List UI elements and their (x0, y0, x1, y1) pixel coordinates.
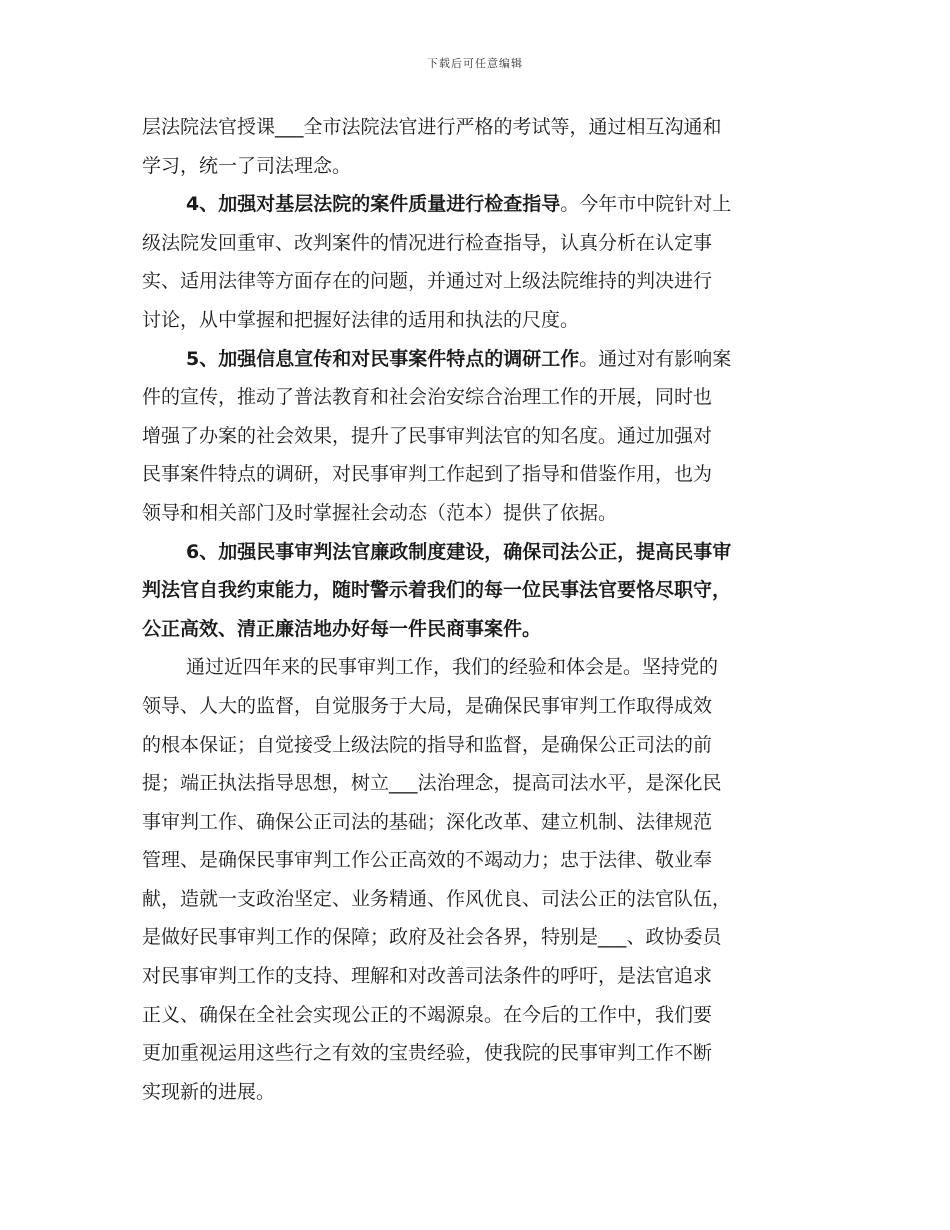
body-text: 增强了办案的社会效果，提升了民事审判法官的知名度。通过加强对 (142, 424, 713, 447)
text-line (142, 803, 810, 842)
bold-heading: 6、加强民事审判法官廉政制度建设，确保司法公正，提高民事审 (186, 540, 732, 563)
text-line (142, 648, 810, 687)
body-text: 事审判工作、确保公正司法的基础；深化改革、建立机制、法律规范 (142, 810, 713, 833)
body-text: 件的宣传，推动了普法教育和社会治安综合治理工作的开展，同时也 (142, 386, 713, 409)
body-text: 领导、人大的监督，自觉服务于大局，是确保民事审判工作取得成效 (142, 694, 713, 717)
text-line (142, 726, 810, 765)
bold-heading: 公正高效、清正廉洁地办好每一件民商事案件。 (142, 617, 542, 640)
body-text: 的根本保证；自觉接受上级法院的指导和监督，是确保公正司法的前 (142, 733, 713, 756)
text-line (142, 378, 810, 417)
body-text: 。今年市中院针对上 (560, 193, 732, 216)
body-text: 献，造就一支政治坚定、业务精通、作风优良、司法公正的法官队伍， (142, 887, 732, 910)
text-line (142, 417, 810, 456)
bold-heading: 5、加强信息宣传和对民事案件特点的调研工作 (186, 347, 580, 370)
text-line (142, 108, 810, 147)
body-text: 实、适用法律等方面存在的问题，并通过对上级法院维持的判决进行 (142, 270, 713, 293)
body-text: 管理、是确保民事审判工作公正高效的不竭动力；忠于法律、敬业奉 (142, 849, 713, 872)
text-line (142, 687, 810, 726)
text-line (142, 918, 810, 957)
body-text: 级法院发回重审、改判案件的情况进行检查指导，认真分析在认定事 (142, 231, 713, 254)
body-text: 层法院法官授课___全市法院法官进行严格的考试等，通过相互沟通和 (142, 116, 722, 138)
body-text: 实现新的进展。 (142, 1080, 276, 1103)
text-line (142, 880, 810, 919)
body-text: 正义、确保在全社会实现公正的不竭源泉。在今后的工作中，我们要 (142, 1003, 713, 1026)
body-text: 通过近四年来的民事审判工作，我们的经验和体会是。坚持党的 (186, 656, 719, 679)
body-text: 领导和相关部门及时掌握社会动态（范本）提供了依据。 (142, 501, 618, 524)
bold-heading: 4、加强对基层法院的案件质量进行检查指导 (186, 193, 561, 216)
text-line (142, 571, 810, 610)
document-body (142, 108, 810, 1111)
body-text: 学习，统一了司法理念。 (142, 154, 352, 177)
body-text: 是做好民事审判工作的保障；政府及社会各界，特别是___、政协委员 (142, 926, 722, 949)
body-text: 提；端正执法指导思想，树立___法治理念，提高司法水平，是深化民 (142, 772, 722, 795)
text-line (142, 996, 810, 1035)
text-line (142, 764, 810, 803)
text-line (142, 610, 810, 649)
text-line (142, 185, 810, 224)
page-header: 下载后可任意编辑 (427, 57, 523, 70)
text-line (142, 340, 810, 379)
body-text: 更加重视运用这些行之有效的宝贵经验，使我院的民事审判工作不断 (142, 1042, 713, 1065)
text-line (142, 494, 810, 533)
text-line (142, 224, 810, 263)
text-line (142, 262, 810, 301)
bold-heading: 判法官自我约束能力，随时警示着我们的每一位民事法官要恪尽职守， (142, 579, 732, 602)
body-text: 讨论，从中掌握和把握好法律的适用和执法的尺度。 (142, 308, 580, 331)
body-text: 民事案件特点的调研，对民事审判工作起到了指导和借鉴作用，也为 (142, 463, 713, 486)
text-line (142, 841, 810, 880)
text-line (142, 301, 810, 340)
text-line (142, 147, 810, 186)
body-text: 。通过对有影响案 (579, 347, 732, 370)
text-line (142, 533, 810, 572)
text-line (142, 455, 810, 494)
text-line (142, 1034, 810, 1073)
body-text: 对民事审判工作的支持、理解和对改善司法条件的呼吁，是法官追求 (142, 965, 713, 988)
text-line (142, 1073, 810, 1112)
text-line (142, 957, 810, 996)
